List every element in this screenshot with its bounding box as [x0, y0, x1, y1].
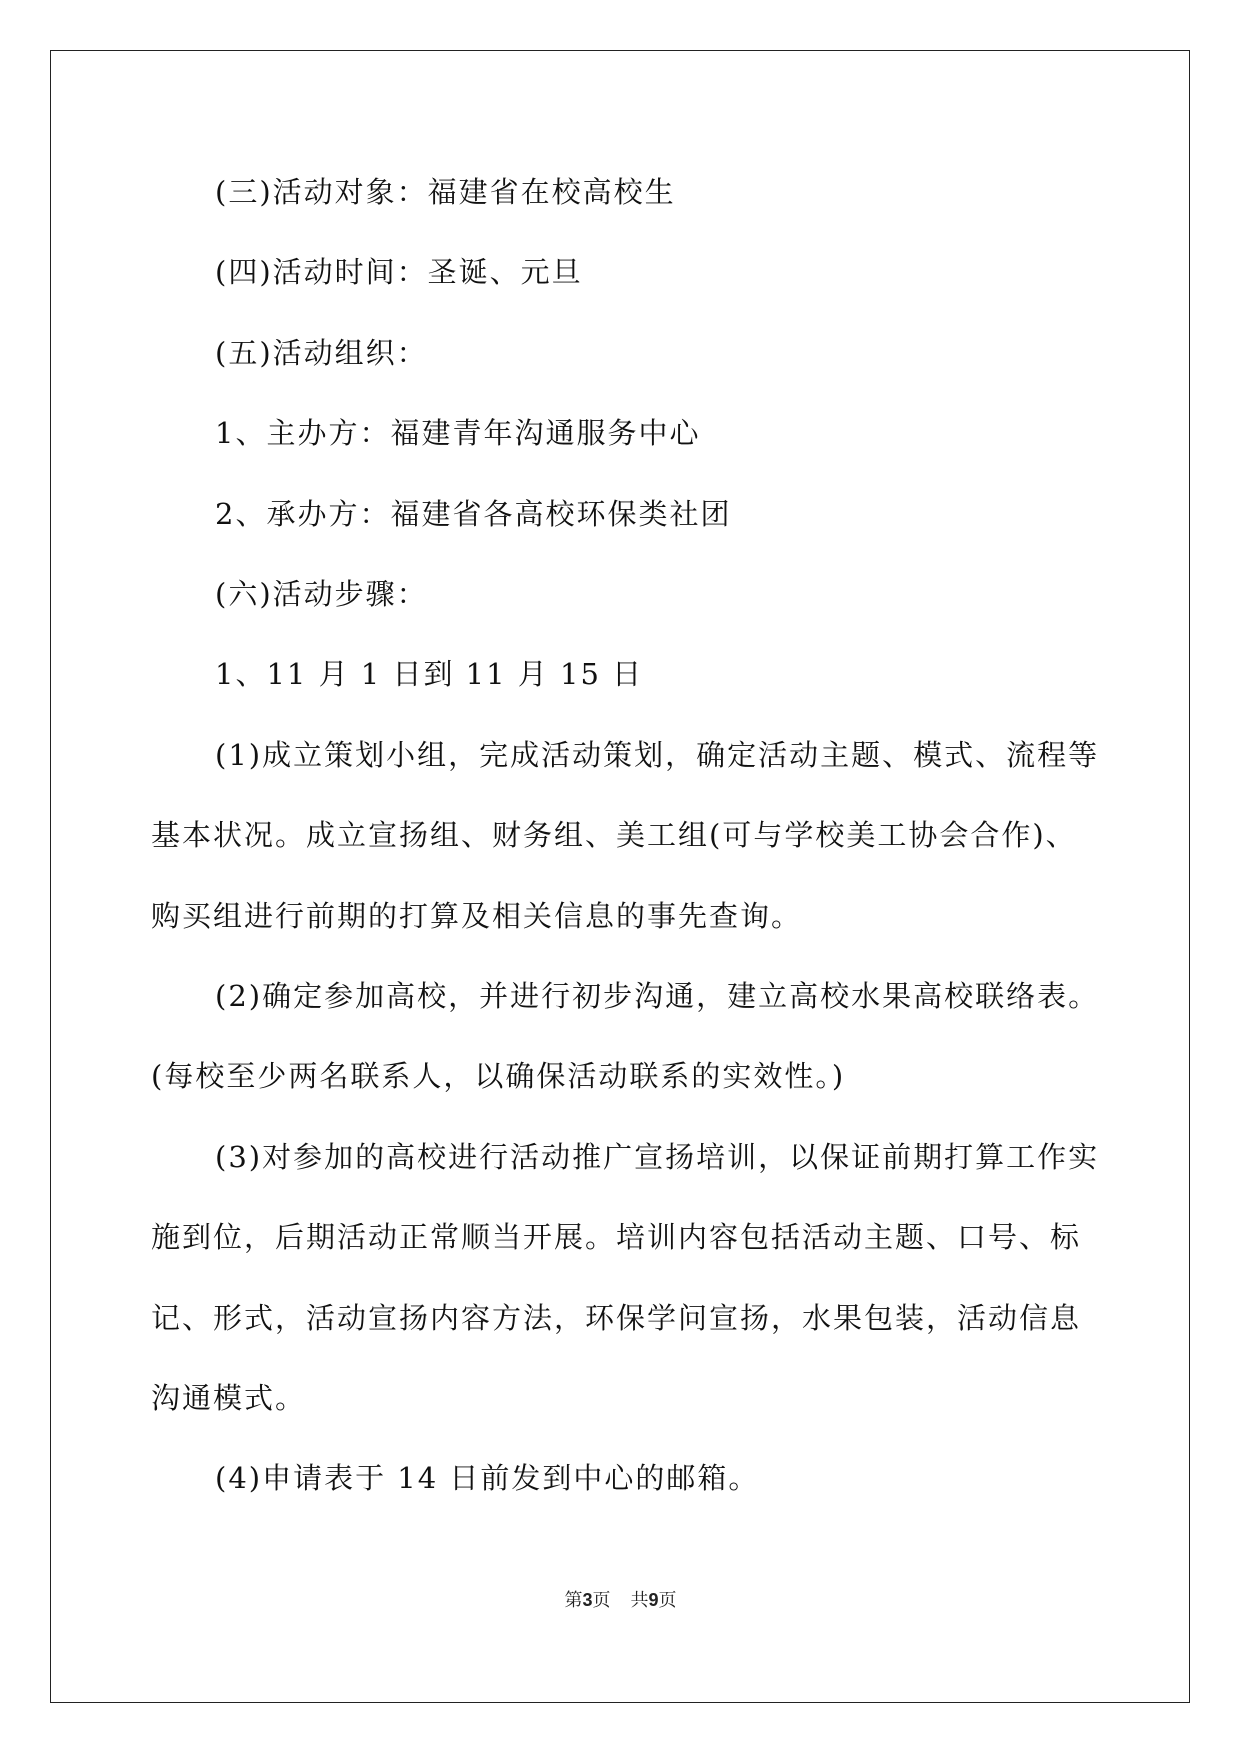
paragraph-step-1-line-1: (1)成立策划小组，完成活动策划，确定活动主题、模式、流程等: [215, 738, 1100, 772]
paragraph-activity-time: (四)活动时间：圣诞、元旦: [215, 255, 583, 289]
page-footer: [0, 1586, 1241, 1612]
paragraph-step-1-line-3: 购买组进行前期的打算及相关信息的事先查询。: [151, 899, 803, 933]
paragraph-host: 1、主办方：福建青年沟通服务中心: [215, 416, 701, 450]
paragraph-step-4: (4)申请表于 14 日前发到中心的邮箱。: [215, 1461, 760, 1495]
paragraph-step-3-line-3: 记、形式，活动宣扬内容方法，环保学问宣扬，水果包装，活动信息: [151, 1301, 1082, 1335]
paragraph-step-2-line-2: (每校至少两名联系人，以确保活动联系的实效性。): [151, 1059, 846, 1093]
paragraph-step-3-line-2: 施到位，后期活动正常顺当开展。培训内容包括活动主题、口号、标: [151, 1220, 1082, 1254]
footer-page-suffix: 页: [592, 1590, 611, 1611]
paragraph-step-date: 1、11 月 1 日到 11 月 15 日: [215, 657, 644, 691]
paragraph-organizer: 2、承办方：福建省各高校环保类社团: [215, 497, 732, 531]
footer-current-page: 3: [582, 1590, 593, 1610]
paragraph-step-1-line-2: 基本状况。成立宣扬组、财务组、美工组(可与学校美工协会合作)、: [151, 818, 1077, 852]
footer-total-pages: 9: [648, 1590, 659, 1610]
paragraph-activity-steps: (六)活动步骤：: [215, 577, 428, 611]
paragraph-activity-target: (三)活动对象：福建省在校高校生: [215, 175, 676, 209]
paragraph-step-3-line-4: 沟通模式。: [151, 1381, 307, 1415]
footer-total-suffix: 页: [658, 1590, 677, 1611]
footer-page-prefix: 第: [564, 1590, 583, 1611]
paragraph-step-2-line-1: (2)确定参加高校，并进行初步沟通，建立高校水果高校联络表。: [215, 979, 1100, 1013]
paragraph-step-3-line-1: (3)对参加的高校进行活动推广宣扬培训，以保证前期打算工作实: [215, 1140, 1100, 1174]
footer-total-prefix: 共: [630, 1590, 649, 1611]
paragraph-activity-organization: (五)活动组织：: [215, 336, 428, 370]
page-border: [50, 50, 1190, 1703]
